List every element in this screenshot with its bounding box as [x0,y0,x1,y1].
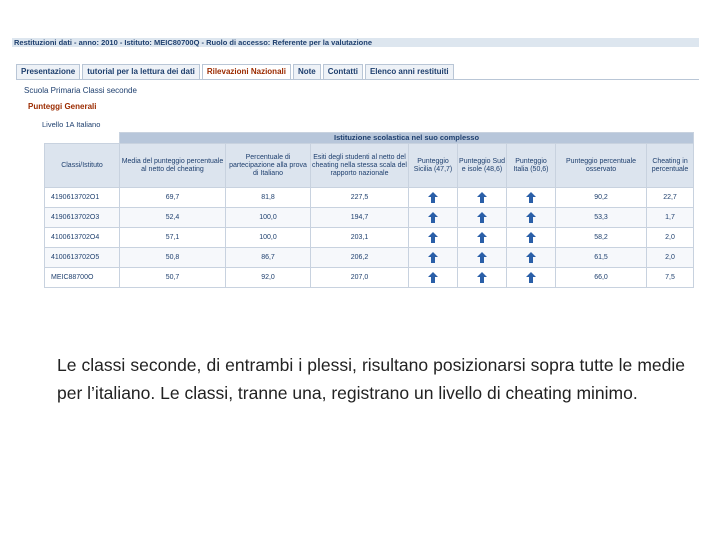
column-header: Esiti degli studenti al netto del cheating nella stessa scala del rapporto nazionale [311,144,409,188]
tab-divider [16,79,699,80]
arrow-up-icon [526,234,536,241]
section-title: Punteggi Generali [28,102,97,111]
osservato-cell: 61,5 [556,248,647,268]
class-cell: MEIC88700O [45,268,120,288]
tab-elenco-anni[interactable]: Elenco anni restituiti [365,64,454,79]
sicilia-cell [409,208,458,228]
tab-note[interactable]: Note [293,64,321,79]
cheating-cell: 22,7 [647,188,694,208]
column-header: Media del punteggio percentuale al netto del cheating [120,144,226,188]
italia-cell [507,268,556,288]
sicilia-cell [409,188,458,208]
arrow-up-icon [477,194,487,201]
arrow-up-icon [477,234,487,241]
italia-cell [507,228,556,248]
media-cell: 50,8 [120,248,226,268]
partecipazione-cell: 100,0 [226,228,311,248]
column-header: Punteggio Sicilia (47,7) [409,144,458,188]
table-row [45,268,694,288]
osservato-cell: 90,2 [556,188,647,208]
window-title: Restituzioni dati - anno: 2010 - Istituto: MEIC80700Q - Ruolo di accesso: Referente per la valutazione [12,38,699,47]
arrow-up-icon [526,254,536,261]
column-header: Percentuale di partecipazione alla prova di Italiano [226,144,311,188]
esiti-cell: 227,5 [311,188,409,208]
sud-isole-cell [458,248,507,268]
esiti-cell: 207,0 [311,268,409,288]
osservato-cell: 66,0 [556,268,647,288]
tab-presentazione[interactable]: Presentazione [16,64,80,79]
sud-isole-cell [458,268,507,288]
table-row [45,188,694,208]
arrow-up-icon [428,274,438,281]
italia-cell [507,188,556,208]
sicilia-cell [409,228,458,248]
sicilia-cell [409,248,458,268]
cheating-cell: 7,5 [647,268,694,288]
results-table [44,132,694,288]
group-header: Istituzione scolastica nel suo complesso [120,133,694,144]
cheating-cell: 2,0 [647,228,694,248]
arrow-up-icon [428,214,438,221]
arrow-up-icon [428,254,438,261]
column-header: Punteggio Italia (50,6) [507,144,556,188]
italia-cell [507,208,556,228]
sud-isole-cell [458,188,507,208]
table-body [45,188,694,288]
tab-tutorial[interactable]: tutorial per la lettura dei dati [82,64,200,79]
arrow-up-icon [526,274,536,281]
tab-rilevazioni-nazionali[interactable]: Rilevazioni Nazionali [202,64,291,80]
partecipazione-cell: 81,8 [226,188,311,208]
level-label: Livello 1A Italiano [42,120,101,129]
arrow-up-icon [477,274,487,281]
arrow-up-icon [526,214,536,221]
arrow-up-icon [477,214,487,221]
partecipazione-cell: 100,0 [226,208,311,228]
arrow-up-icon [428,234,438,241]
arrow-up-icon [477,254,487,261]
media-cell: 57,1 [120,228,226,248]
esiti-cell: 206,2 [311,248,409,268]
italia-cell [507,248,556,268]
partecipazione-cell: 86,7 [226,248,311,268]
breadcrumb: Scuola Primaria Classi seconde [24,86,137,95]
sicilia-cell [409,268,458,288]
media-cell: 50,7 [120,268,226,288]
column-header: Punteggio percentuale osservato [556,144,647,188]
arrow-up-icon [428,194,438,201]
column-header: Classi/Istituto [45,144,120,188]
screenshot-panel [12,36,699,298]
cheating-cell: 1,7 [647,208,694,228]
esiti-cell: 203,1 [311,228,409,248]
table-corner [45,133,120,144]
table-row [45,208,694,228]
arrow-up-icon [526,194,536,201]
table-row [45,228,694,248]
media-cell: 69,7 [120,188,226,208]
class-cell: 4100613702O5 [45,248,120,268]
column-header: Cheating in percentuale [647,144,694,188]
table-row [45,248,694,268]
sud-isole-cell [458,228,507,248]
class-cell: 4100613702O4 [45,228,120,248]
partecipazione-cell: 92,0 [226,268,311,288]
cheating-cell: 2,0 [647,248,694,268]
caption-text: Le classi seconde, di entrambi i plessi, risultano posizionarsi sopra tutte le medie per l’italiano. Le classi, tranne una, registrano un livello di cheating minimo. [57,355,685,403]
class-cell: 4190613702O1 [45,188,120,208]
sud-isole-cell [458,208,507,228]
class-cell: 4190613702O3 [45,208,120,228]
tab-contatti[interactable]: Contatti [323,64,363,79]
osservato-cell: 58,2 [556,228,647,248]
osservato-cell: 53,3 [556,208,647,228]
media-cell: 52,4 [120,208,226,228]
column-header: Punteggio Sud e isole (48,6) [458,144,507,188]
esiti-cell: 194,7 [311,208,409,228]
tab-bar [16,64,456,79]
